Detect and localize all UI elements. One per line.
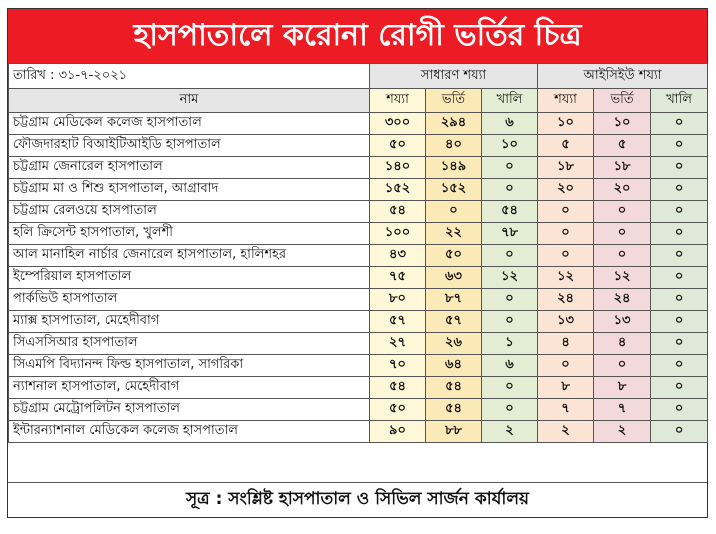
icu-empty-cell: ০: [651, 179, 708, 201]
hospital-name: ম্যাক্স হাসপাতাল, মেহেদীবাগ: [9, 311, 370, 333]
admitted-cell: ৬৩: [426, 267, 482, 289]
icu-admitted-cell: ৫: [594, 135, 651, 157]
table-row: [9, 399, 708, 421]
icu-admitted-cell: ২৪: [594, 289, 651, 311]
empty-cell: ০: [482, 157, 538, 179]
table-row: [9, 311, 708, 333]
admitted-cell: ৬৪: [426, 355, 482, 377]
beds-cell: ৭০: [370, 355, 426, 377]
icu-admitted-cell: ০: [594, 223, 651, 245]
icu-beds-cell: ৮: [538, 377, 594, 399]
icu-admitted-cell: ২০: [594, 179, 651, 201]
beds-cell: ২৭: [370, 333, 426, 355]
table-row: [9, 377, 708, 399]
icu-beds-cell: ২: [538, 421, 594, 443]
hospital-name: সিএসসিআর হাসপাতাল: [9, 333, 370, 355]
beds-cell: ৫০: [370, 135, 426, 157]
hospital-name: ইম্পেরিয়াল হাসপাতাল: [9, 267, 370, 289]
admitted-cell: ১৪৯: [426, 157, 482, 179]
group-icu-label: আইসিইউ শয্যা: [538, 64, 708, 89]
admitted-cell: ৪০: [426, 135, 482, 157]
icu-empty-cell: ০: [651, 223, 708, 245]
icu-beds-cell: ৪: [538, 333, 594, 355]
icu-beds-cell: ০: [538, 245, 594, 267]
admitted-cell: ৫৪: [426, 377, 482, 399]
icu-beds-cell: ০: [538, 355, 594, 377]
icu-empty-cell: ০: [651, 311, 708, 333]
hospital-name: চট্টগ্রাম মেট্রোপলিটন হাসপাতাল: [9, 399, 370, 421]
admitted-cell: ৫৭: [426, 311, 482, 333]
hospital-name: চট্টগ্রাম মা ও শিশু হাসপাতাল, আগ্রাবাদ: [9, 179, 370, 201]
beds-cell: ৩০০: [370, 113, 426, 135]
column-header-row: [9, 89, 708, 113]
table-row: [9, 179, 708, 201]
icu-admitted-cell: ১৮: [594, 157, 651, 179]
empty-cell: ০: [482, 179, 538, 201]
table-row: [9, 289, 708, 311]
beds-cell: ৯০: [370, 421, 426, 443]
icu-empty-cell: ০: [651, 377, 708, 399]
icu-admitted-cell: ১০: [594, 113, 651, 135]
icu-empty-cell: ০: [651, 135, 708, 157]
icu-empty-cell: ০: [651, 267, 708, 289]
icu-beds-cell: ৫: [538, 135, 594, 157]
col-admitted-header: ভর্তি: [426, 89, 482, 113]
beds-cell: ৫৪: [370, 377, 426, 399]
icu-beds-cell: ২৪: [538, 289, 594, 311]
empty-cell: ১০: [482, 135, 538, 157]
icu-empty-cell: ০: [651, 157, 708, 179]
col-icu-admitted-header: ভর্তি: [594, 89, 651, 113]
beds-cell: ৫০: [370, 399, 426, 421]
table-row: [9, 113, 708, 135]
admitted-cell: ২৯৪: [426, 113, 482, 135]
icu-admitted-cell: ০: [594, 201, 651, 223]
hospital-name: ইন্টারন্যাশনাল মেডিকেল কলেজ হাসপাতাল: [9, 421, 370, 443]
page-title: হাসপাতালে করোনা রোগী ভর্তির চিত্র: [8, 9, 707, 63]
icu-empty-cell: ০: [651, 421, 708, 443]
group-header-row: [9, 64, 708, 89]
admitted-cell: ১৫২: [426, 179, 482, 201]
empty-cell: ১২: [482, 267, 538, 289]
empty-cell: ৫৪: [482, 201, 538, 223]
beds-cell: ৫৪: [370, 201, 426, 223]
table-row: [9, 421, 708, 443]
empty-cell: ৬: [482, 113, 538, 135]
admitted-cell: ০: [426, 201, 482, 223]
table-body: [9, 113, 708, 443]
source-note: সূত্র : সংশ্লিষ্ট হাসপাতাল ও সিভিল সার্জন কার্যালয়: [8, 482, 707, 517]
icu-beds-cell: ৭: [538, 399, 594, 421]
col-icu-empty-header: খালি: [651, 89, 708, 113]
icu-empty-cell: ০: [651, 399, 708, 421]
hospital-name: সিএমপি বিদ্যানন্দ ফিল্ড হাসপাতাল, সাগরিকা: [9, 355, 370, 377]
icu-empty-cell: ০: [651, 113, 708, 135]
hospital-name: চট্টগ্রাম রেলওয়ে হাসপাতাল: [9, 201, 370, 223]
empty-cell: ০: [482, 377, 538, 399]
hospital-name: পার্কভিউ হাসপাতাল: [9, 289, 370, 311]
empty-cell: ৬: [482, 355, 538, 377]
beds-cell: ১৫২: [370, 179, 426, 201]
icu-empty-cell: ০: [651, 355, 708, 377]
icu-admitted-cell: ০: [594, 355, 651, 377]
table-row: [9, 355, 708, 377]
icu-beds-cell: ২০: [538, 179, 594, 201]
beds-cell: ৮০: [370, 289, 426, 311]
icu-empty-cell: ০: [651, 245, 708, 267]
icu-beds-cell: ০: [538, 223, 594, 245]
icu-beds-cell: ০: [538, 201, 594, 223]
beds-cell: ৪৩: [370, 245, 426, 267]
empty-cell: ১: [482, 333, 538, 355]
empty-cell: ০: [482, 311, 538, 333]
hospital-name: আল মানাহিল নার্চার জেনারেল হাসপাতাল, হালিশহর: [9, 245, 370, 267]
table-row: [9, 333, 708, 355]
hospital-name: চট্টগ্রাম মেডিকেল কলেজ হাসপাতাল: [9, 113, 370, 135]
beds-cell: ১৪০: [370, 157, 426, 179]
infographic-frame: [7, 8, 708, 518]
icu-beds-cell: ১৮: [538, 157, 594, 179]
icu-empty-cell: ০: [651, 289, 708, 311]
table-row: [9, 157, 708, 179]
icu-empty-cell: ০: [651, 201, 708, 223]
beds-cell: ৫৭: [370, 311, 426, 333]
icu-admitted-cell: ১৩: [594, 311, 651, 333]
hospital-name: হলি ক্রিসেন্ট হাসপাতাল, খুলশী: [9, 223, 370, 245]
icu-empty-cell: ০: [651, 333, 708, 355]
icu-beds-cell: ১০: [538, 113, 594, 135]
hospital-name: ফৌজদারহাট বিআইটিআইডি হাসপাতাল: [9, 135, 370, 157]
table-row: [9, 135, 708, 157]
icu-beds-cell: ১৩: [538, 311, 594, 333]
icu-admitted-cell: ৭: [594, 399, 651, 421]
icu-beds-cell: ১২: [538, 267, 594, 289]
beds-cell: ১০০: [370, 223, 426, 245]
col-empty-header: খালি: [482, 89, 538, 113]
admitted-cell: ২৬: [426, 333, 482, 355]
admitted-cell: ৮৮: [426, 421, 482, 443]
table-row: [9, 201, 708, 223]
icu-admitted-cell: ৮: [594, 377, 651, 399]
col-beds-header: শয্যা: [370, 89, 426, 113]
date-label: তারিখ : ৩১-৭-২০২১: [9, 64, 370, 89]
table-row: [9, 223, 708, 245]
hospital-table: [8, 63, 708, 443]
admitted-cell: ৫০: [426, 245, 482, 267]
admitted-cell: ২২: [426, 223, 482, 245]
icu-admitted-cell: ১২: [594, 267, 651, 289]
group-general-label: সাধারণ শয্যা: [370, 64, 538, 89]
empty-cell: ০: [482, 399, 538, 421]
hospital-name: ন্যাশনাল হাসপাতাল, মেহেদীবাগ: [9, 377, 370, 399]
empty-cell: ২: [482, 421, 538, 443]
hospital-name: চট্টগ্রাম জেনারেল হাসপাতাল: [9, 157, 370, 179]
beds-cell: ৭৫: [370, 267, 426, 289]
table-row: [9, 245, 708, 267]
icu-admitted-cell: ২: [594, 421, 651, 443]
admitted-cell: ৮৭: [426, 289, 482, 311]
empty-cell: ০: [482, 245, 538, 267]
empty-cell: ৭৮: [482, 223, 538, 245]
admitted-cell: ৫৪: [426, 399, 482, 421]
icu-admitted-cell: ০: [594, 245, 651, 267]
empty-cell: ০: [482, 289, 538, 311]
table-row: [9, 267, 708, 289]
col-icu-beds-header: শয্যা: [538, 89, 594, 113]
icu-admitted-cell: ৪: [594, 333, 651, 355]
col-name-header: নাম: [9, 89, 370, 113]
